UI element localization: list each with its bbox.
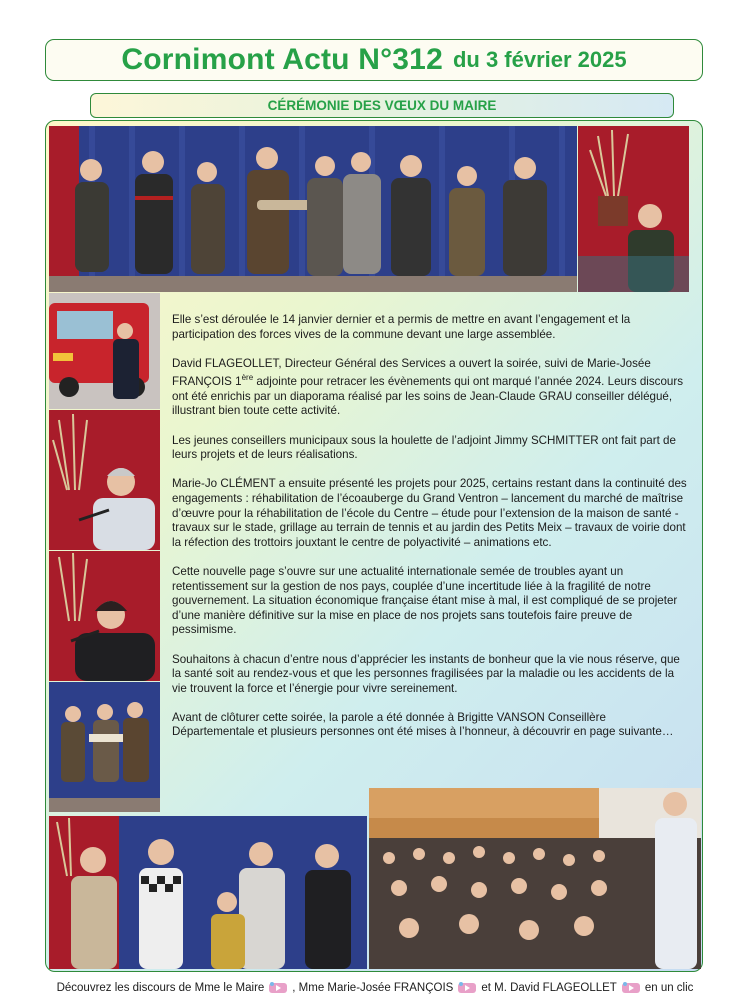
issue-title-banner [45, 39, 703, 81]
article-heading [90, 93, 674, 118]
speaker-photo-woman [49, 551, 160, 681]
paragraph-youth: Les jeunes conseillers municipaux sous la houlette de l’adjoint Jimmy SCHMITTER ont fait part de leurs projets et de leurs réalisations. [172, 433, 676, 462]
play-video-icon[interactable] [268, 981, 288, 995]
audience-photo [369, 788, 701, 969]
trio-photo [49, 682, 160, 812]
paragraph-intro: Elle s’est déroulée le 14 janvier dernier et a permis de mettre en avant l’engagement et la participation des forces vives de la commune devant une large assemblée. [172, 313, 631, 341]
footer-text-director: et M. David FLAGEOLLET [481, 982, 617, 994]
speech-links-footer [0, 976, 750, 1000]
paragraph-closing: Avant de clôturer cette soirée, la parole a été donnée à Brigitte VANSON Conseillère Départementale et plusieurs personnes ont été mises à l’honneur, à découvrir en page suivante… [172, 710, 674, 739]
footer-text-deputy: , Mme Marie-Josée FRANÇOIS [292, 982, 454, 994]
speaker-photo-top-right [578, 126, 689, 292]
footer-text-click: en un clic [644, 982, 694, 994]
paragraph-wishes: Souhaitons à chacun d’entre nous d’apprécier les instants de bonheur que la vie nous réserve, que la santé soit au rendez-vous et que les personnes fragilisées par la maladie ou les accidents de la vie trouvent la force et l’énergie pour vivre sereinement. [172, 652, 680, 695]
issue-date: du 3 février 2025 [452, 47, 627, 72]
issue-title: Cornimont Actu N°312 [121, 43, 443, 76]
paragraph-projects: Marie-Jo CLÉMENT a ensuite présenté les projets pour 2025, certains restant dans la continuité des engagements : réhabilitation de l’écoauberge du Grand Ventron – lancement du marché de maîtrise d’œuvre pour la réhabilitation de l’école du Centre – étude pour l’extension de la maison de santé - travaux sur le stade, grillage au terrain de tennis et au jardin des Petits Meix – travaux de voirie dont la réfection des trottoirs jouxtant le centre de polyactivité – animations etc. [172, 477, 687, 549]
play-video-icon[interactable] [457, 981, 477, 995]
speaker-photo-man [49, 410, 160, 550]
youth-council-photo [49, 816, 367, 969]
fire-truck-photo [49, 293, 160, 409]
paragraph-context: Cette nouvelle page s’ouvre sur une actualité internationale semée de troubles ayant un retentissement sur la gestion de nos pays, couplée d’une incertitude liée à la fragilité de notre gouvernement. La situation économique française étant mise à mal, il est compliqué de se projeter d’une manière définitive sur la mise en place de nos projets sans toutefois faire preuve de pessimisme. [172, 564, 678, 637]
article-body [172, 313, 687, 755]
article-heading-text: CÉRÉMONIE DES VŒUX DU MAIRE [267, 98, 497, 113]
play-video-icon[interactable] [621, 981, 641, 995]
paragraph-speeches: David FLAGEOLLET, Directeur Général des Services a ouvert la soirée, suivi de Marie-Josée FRANÇOIS 1ère adjointe pour retracer les évènements qui ont marqué l’année 2024. Leurs discours ont été enrichis par un diaporama réalisé par les soins de Jean-Claude GRAU conseiller délégué, illustrant bien toute cette activité. [172, 356, 684, 418]
footer-text-mayor: Découvrez les discours de Mme le Maire [56, 982, 265, 994]
group-photo [49, 126, 577, 292]
